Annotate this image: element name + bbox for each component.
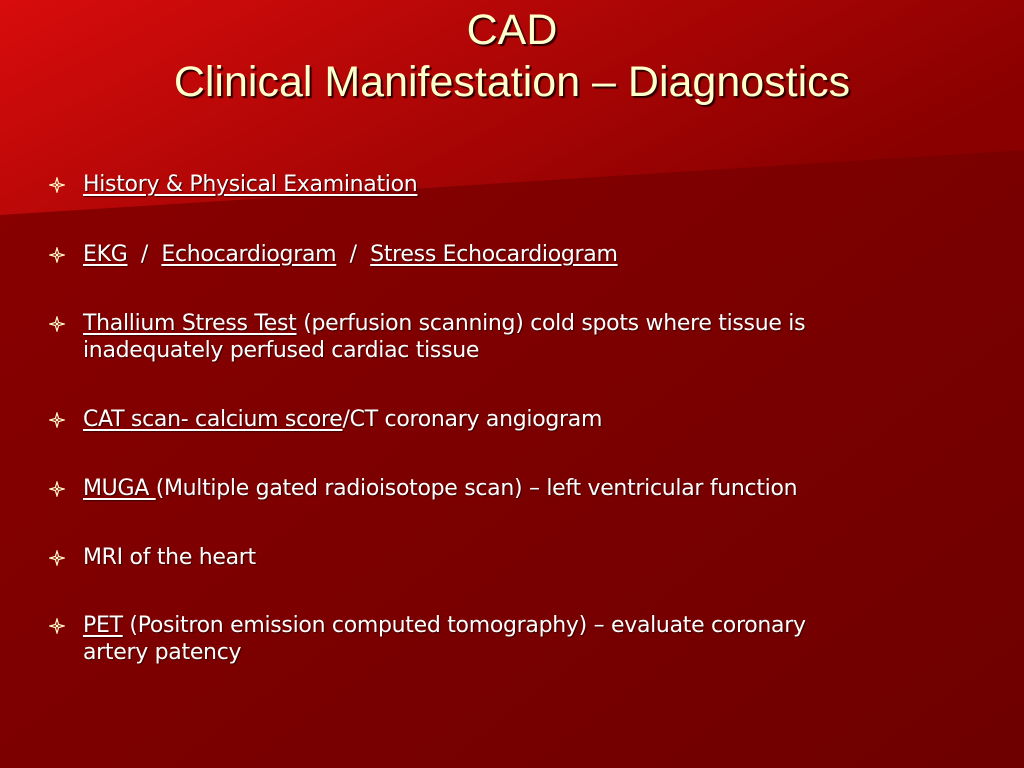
thallium-description-cont: inadequately perfused cardiac tissue — [83, 338, 480, 363]
bullet-history-physical — [45, 171, 995, 198]
separator-text: / — [336, 242, 371, 267]
bullet-thallium — [45, 310, 995, 364]
pet-link[interactable]: PET — [83, 613, 123, 638]
four-point-star-bullet-icon — [49, 475, 65, 502]
bullet-ekg-echo — [45, 241, 995, 268]
cat-scan-description: /CT coronary angiogram — [342, 407, 603, 432]
ekg-link[interactable]: EKG — [83, 242, 128, 267]
four-point-star-bullet-icon — [49, 406, 65, 433]
bullet-cat-scan — [45, 406, 995, 433]
pet-description: (Positron emission computed tomography) – evaluate coronary — [122, 613, 806, 638]
thallium-stress-test-link[interactable]: Thallium Stress Test — [83, 311, 297, 336]
muga-description: (Multiple gated radioisotope scan) – left ventricular function — [155, 476, 798, 501]
bullet-mri — [45, 544, 995, 571]
muga-link[interactable]: MUGA — [83, 476, 156, 501]
pet-description-cont: artery patency — [83, 640, 242, 665]
cat-scan-calcium-score-link[interactable]: CAT scan- calcium score — [83, 407, 343, 432]
four-point-star-bullet-icon — [49, 612, 65, 639]
four-point-star-bullet-icon — [49, 310, 65, 337]
title-line-1: CAD — [466, 6, 558, 54]
separator-text: / — [127, 242, 162, 267]
four-point-star-bullet-icon — [49, 171, 65, 198]
four-point-star-bullet-icon — [49, 544, 65, 571]
title-line-2: Clinical Manifestation – Diagnostics — [173, 58, 851, 106]
history-physical-link[interactable]: History & Physical Examination — [83, 172, 418, 197]
stress-echocardiogram-link[interactable]: Stress Echocardiogram — [370, 242, 618, 267]
mri-text: MRI of the heart — [83, 545, 256, 570]
echocardiogram-link[interactable]: Echocardiogram — [161, 242, 337, 267]
bullet-muga — [45, 475, 995, 502]
slide-title — [0, 4, 1024, 108]
four-point-star-bullet-icon — [49, 241, 65, 268]
bullet-pet — [45, 612, 995, 666]
thallium-description: (perfusion scanning) cold spots where tissue is — [296, 311, 806, 336]
